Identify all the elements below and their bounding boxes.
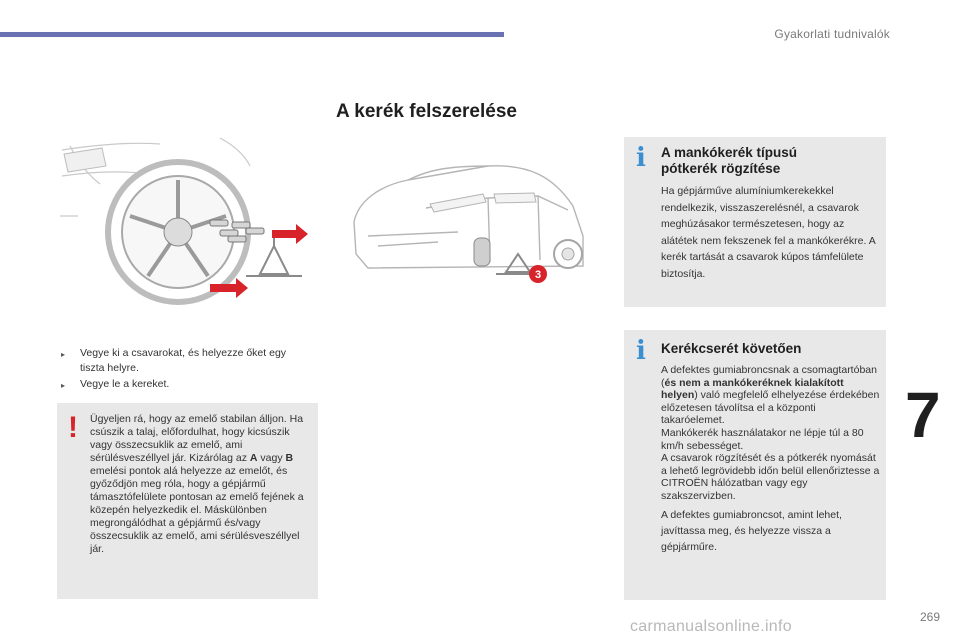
jack-point-number: 3	[534, 269, 542, 281]
spare-wheel-box-text: Ha gépjárműve alumíniumkerekekkel rendelkezik, visszaszerelésnél, a csavarok meghúzásakor természetesen, hogy az alátétek nem fekszenek fel a mankókerékre. A kerék tartását a csavarok kúpos támfelülete biztosítja.	[661, 185, 876, 280]
spare-wheel-box-title: A mankókerék típusú pótkerék rögzítése	[661, 145, 798, 176]
after-wheel-change-box-text	[661, 364, 881, 555]
paragraph: A csavarok rögzítését és a pótkerék nyomását a lehető legrövidebb időn belül ellenőriztesse a CITROËN hálózatban vagy egy szakszervizben.	[661, 452, 880, 502]
jack	[246, 232, 302, 276]
bullet-arrow-icon: ▸	[61, 381, 66, 390]
chapter-number: 7	[905, 379, 941, 451]
warning-box	[57, 403, 318, 599]
removal-arrow-upper	[272, 224, 308, 244]
front-brake-disc	[474, 238, 490, 266]
page-title: A kerék felszerelése	[336, 101, 517, 122]
list-item: ▸ Vegye ki a csavarokat, és helyezze őket egy tiszta helyre.	[61, 347, 287, 374]
after-wheel-change-info-box	[624, 330, 886, 600]
list-item: ▸ Vegye le a kereket.	[61, 377, 313, 392]
header-accent-bar	[0, 32, 504, 37]
removal-steps	[61, 346, 313, 393]
paragraph: A defektes gumiabroncsnak a csomagtartóban (és nem a mankókeréknek kialakított helyen) való megfelelő elhelyezése érdekében előzetesen távolítsa el a központi takaróelemet.	[661, 364, 880, 427]
watermark: carmanualsonline.info	[630, 618, 792, 635]
info-icon: i	[636, 336, 646, 366]
warning-text: Ügyeljen rá, hogy az emelő stabilan álljon. Ha csúszik a talaj, előfordulhat, hogy kicsúszik vagy összecsuklik az emelő, ami sérülésveszéllyel jár. Kizárólag az A vagy B emelési pontok alá helyezze az emelőt, és győződjön meg róla, hogy a gépjármű támasztófelülete pontosan az emelő fejének a közepén helyezkedik el. Máskülönben megrongálódhat a gépjármű és/vagy összecsuklik az emelő, ami sérülésveszéllyel jár.	[90, 413, 304, 555]
bullet-arrow-icon: ▸	[61, 350, 66, 359]
paragraph: Mankókerék használatakor ne lépje túl a 80 km/h sebességet.	[661, 426, 864, 452]
after-wheel-change-box-title: Kerékcserét követően	[661, 341, 802, 356]
page-number: 269	[919, 610, 940, 624]
spare-wheel-info-box	[624, 137, 886, 307]
paragraph: A defektes gumiabroncsot, amint lehet, javíttassa meg, és helyezze vissza a gépjárműre.	[661, 508, 842, 553]
car-on-jack-illustration	[338, 136, 600, 308]
warning-icon: !	[68, 411, 78, 444]
info-icon: i	[636, 143, 646, 173]
section-title: Gyakorlati tudnivalók	[774, 27, 890, 41]
wheel-removal-illustration	[60, 136, 322, 308]
